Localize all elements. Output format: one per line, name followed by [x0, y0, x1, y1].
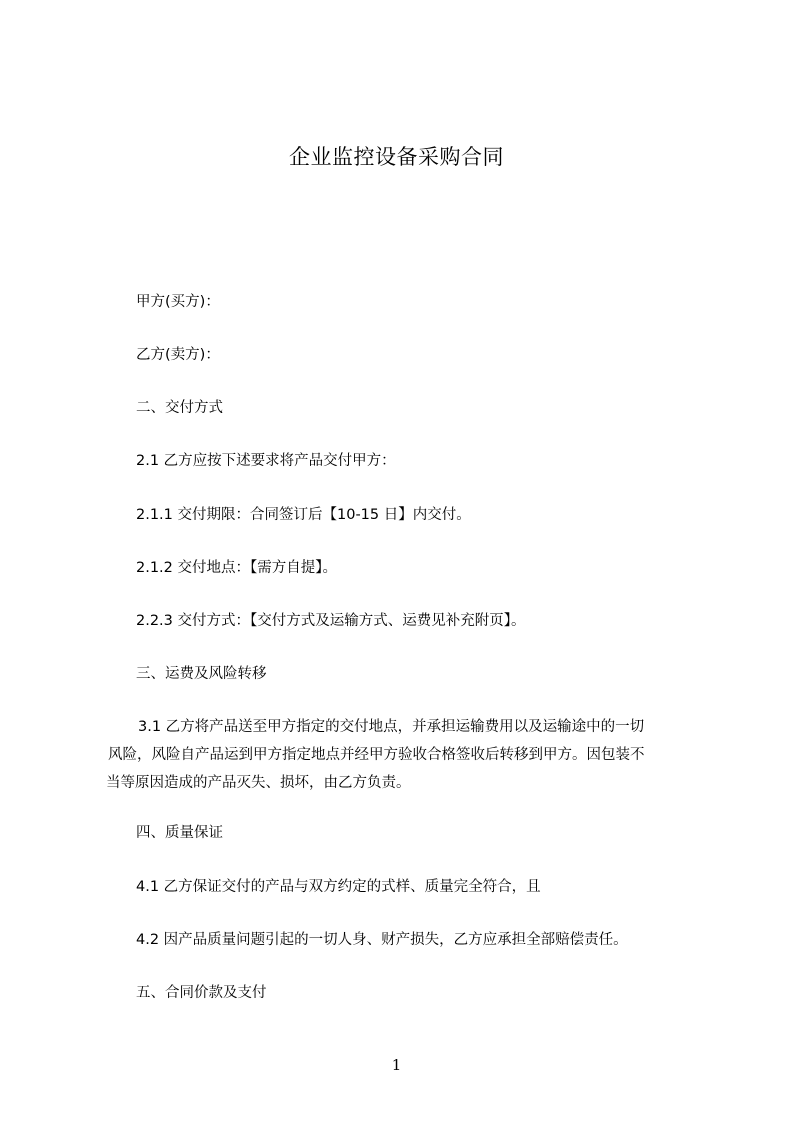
section-2-heading: 二、交付方式: [136, 400, 223, 416]
document-title: 企业监控设备采购合同: [289, 145, 504, 169]
clause-2-1-2: 2.1.2 交付地点：【需方自提】。: [136, 560, 338, 576]
clause-2-2-3: 2.2.3 交付方式：【交付方式及运输方式、运费见补充附页】。: [136, 613, 526, 629]
clause-3-1: [106, 713, 716, 797]
clause-2-1-1: 2.1.1 交付期限：合同签订后【10-15 日】内交付。: [136, 507, 471, 523]
clause-4-2: 4.2 因产品质量问题引起的一切人身、财产损失，乙方应承担全部赔偿责任。: [136, 932, 628, 948]
section-5-heading: 五、合同价款及支付: [136, 985, 267, 1001]
party-a-label: 甲方(买方)：: [136, 294, 220, 310]
section-4-heading: 四、质量保证: [136, 825, 223, 841]
party-b-label: 乙方(卖方)：: [136, 347, 220, 363]
section-3-heading: 三、运费及风险转移: [136, 666, 267, 682]
clause-4-1: 4.1 乙方保证交付的产品与双方约定的式样、质量完全符合，且: [136, 879, 541, 895]
clause-2-1: 2.1 乙方应按下述要求将产品交付甲方：: [136, 453, 396, 469]
clause-3-1-line: 当等原因造成的产品灭失、损坏，由乙方负责。: [106, 775, 411, 791]
clause-3-1-line: 3.1 乙方将产品送至甲方指定的交付地点，并承担运输费用以及运输途中的一切: [138, 719, 645, 735]
clause-3-1-line: 风险，风险自产品运到甲方指定地点并经甲方验收合格签收后转移到甲方。因包装不: [108, 747, 645, 763]
page-number: 1: [391, 1056, 402, 1074]
